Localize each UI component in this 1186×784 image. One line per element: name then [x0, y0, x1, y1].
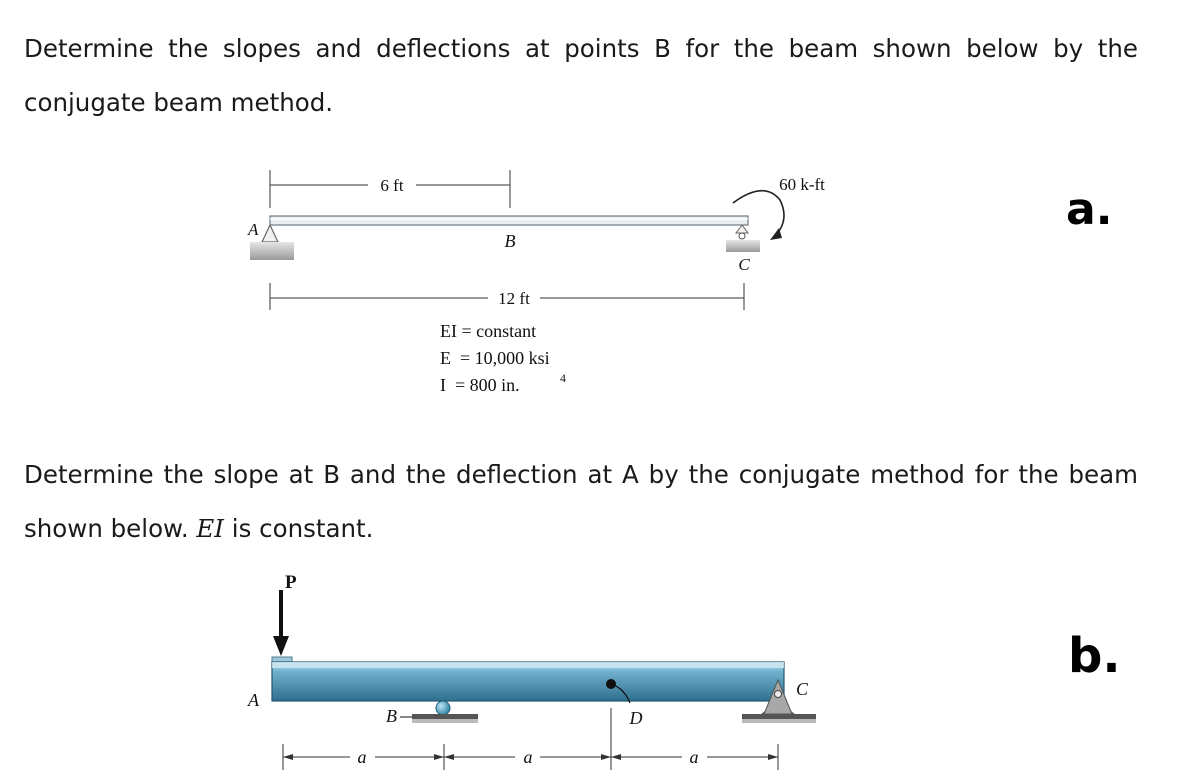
prop-ei: EI = constant	[440, 321, 537, 341]
label-a-fig-a: A	[248, 220, 259, 239]
label-d-fig-b: D	[629, 708, 643, 728]
beam-a	[270, 216, 748, 225]
label-b-fig-b: B	[386, 706, 397, 726]
prop-i: I = 800 in.	[440, 375, 520, 395]
problem-b-prompt-line2-pre: shown below.	[24, 514, 197, 543]
dimension-6ft	[270, 170, 510, 208]
figure-a	[247, 170, 1112, 395]
problem-b-prompt-line1: Determine the slope at B and the deflection at A by the conjugate method for the beam	[24, 460, 1138, 489]
roller-support-b	[412, 701, 478, 723]
dimension-line-b	[283, 708, 778, 770]
load-label-p: P	[285, 572, 297, 593]
load-arrow-p	[273, 590, 289, 656]
label-c-fig-b: C	[796, 679, 809, 699]
moment-label: 60 k-ft	[779, 175, 825, 194]
handwritten-tag-a: a.	[1066, 184, 1113, 235]
label-b-fig-a: B	[504, 231, 516, 251]
prop-i-exponent: 4	[560, 371, 566, 385]
dim-top-label: 6 ft	[380, 176, 404, 195]
problem-a-prompt-line2: conjugate beam method.	[24, 88, 334, 117]
dim-a-1: a	[357, 747, 367, 767]
section-properties	[440, 321, 566, 395]
dimension-12ft	[270, 283, 744, 310]
problem-b-ei-symbol: EI	[196, 514, 224, 543]
label-a-fig-b: A	[248, 690, 259, 710]
dim-a-3: a	[689, 747, 699, 767]
problem-b-prompt-line2-post: is constant.	[223, 514, 374, 543]
problem-a-prompt-line1: Determine the slopes and deflections at points B for the beam shown below by the	[24, 34, 1138, 63]
roller-support-c	[726, 225, 760, 252]
dim-bottom-label: 12 ft	[498, 289, 530, 308]
label-c-fig-a: C	[738, 255, 750, 274]
figure-b	[247, 572, 1121, 770]
prop-e: E = 10,000 ksi	[440, 348, 550, 368]
handwritten-tag-b: b.	[1068, 628, 1121, 684]
dim-a-2: a	[523, 747, 533, 767]
